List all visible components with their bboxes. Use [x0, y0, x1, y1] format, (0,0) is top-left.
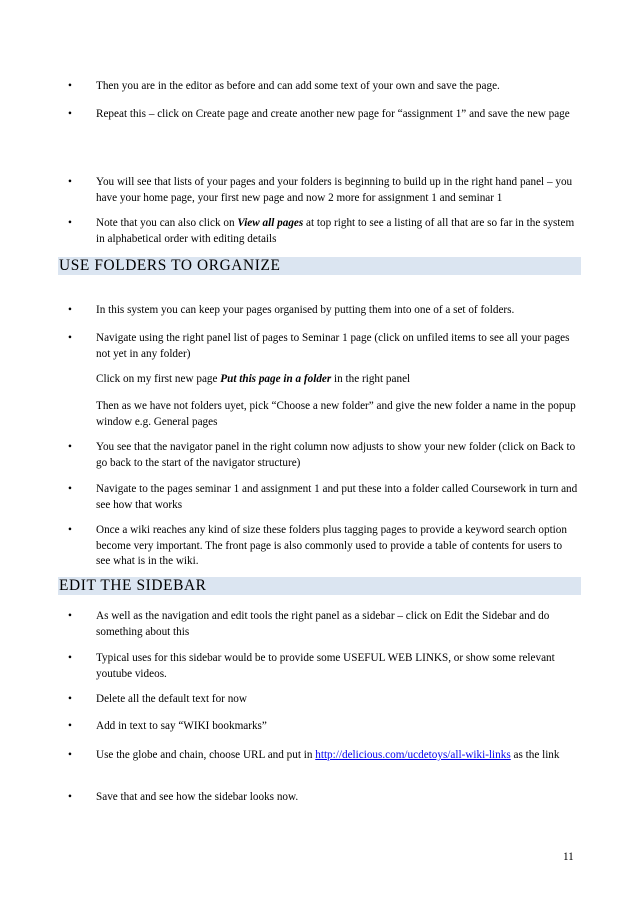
list-item — [68, 175, 578, 206]
list-item — [68, 303, 578, 319]
list-item-text: Typical uses for this sidebar would be to provide some USEFUL WEB LINKS, or show some relevant youtube videos. — [96, 652, 555, 680]
text-run: at top right to see a listing of all that are so far in the system in alphabetical order with editing details — [96, 217, 575, 245]
list-item-text — [96, 216, 578, 247]
bullet-icon: • — [68, 304, 72, 316]
list-item-text: Add in text to say “WIKI bookmarks” — [96, 720, 267, 732]
bullet-icon: • — [68, 693, 72, 705]
list-item — [68, 790, 578, 806]
view-all-pages-emphasis: View all pages — [237, 217, 304, 229]
bullet-icon: • — [68, 80, 72, 92]
bullet-icon: • — [68, 483, 72, 495]
indented-paragraph: Then as we have not folders uyet, pick “Choose a new folder” and give the new folder a name in the popup window e.g. General pages — [96, 400, 576, 428]
list-item — [68, 482, 578, 513]
text-run: Use the globe and chain, choose URL and put in — [96, 749, 316, 761]
list-item-text: As well as the navigation and edit tools the right panel as a sidebar – click on Edit the Sidebar and do something about this — [96, 610, 550, 638]
list-item — [68, 107, 578, 123]
list-item-text: Repeat this – click on Create page and create another new page for “assignment 1” and save the new page — [96, 108, 570, 120]
bullet-icon: • — [68, 108, 72, 120]
list-item — [68, 692, 578, 708]
bullet-icon: • — [68, 749, 72, 761]
list-item-text — [96, 748, 578, 764]
section-heading-folders: USE FOLDERS TO ORGANIZE — [58, 257, 581, 275]
indented-paragraph — [96, 372, 578, 388]
list-item-text: Then you are in the editor as before and can add some text of your own and save the page. — [96, 80, 500, 92]
page-number: 11 — [563, 851, 574, 863]
put-in-folder-emphasis: Put this page in a folder — [220, 373, 332, 385]
list-item — [68, 331, 578, 362]
bullet-icon: • — [68, 217, 72, 229]
list-item-text: Navigate to the pages seminar 1 and assignment 1 and put these into a folder called Coursework in turn and see how that works — [96, 483, 578, 511]
bullet-icon: • — [68, 176, 72, 188]
text-run: Note that you can also click on — [96, 217, 238, 229]
text-run: Click on my first new page — [96, 373, 221, 385]
bullet-icon: • — [68, 791, 72, 803]
bullet-icon: • — [68, 652, 72, 664]
list-item-text: Once a wiki reaches any kind of size these folders plus tagging pages to provide a keyword search option become very important. The front page is also commonly used to provide a table of contents for users to see what is in the wiki. — [96, 524, 567, 568]
list-item — [68, 216, 578, 247]
list-item-text: You will see that lists of your pages and your folders is beginning to build up in the right hand panel – you have your home page, your first new page and now 2 more for assignment 1 and seminar 1 — [96, 176, 573, 204]
section-heading-sidebar: EDIT THE SIDEBAR — [58, 577, 581, 595]
list-item-text: Navigate using the right panel list of pages to Seminar 1 page (click on unfiled items to see all your pages not yet in any folder) — [96, 332, 570, 360]
bullet-icon: • — [68, 524, 72, 536]
list-item-text: Save that and see how the sidebar looks now. — [96, 791, 299, 803]
bullet-icon: • — [68, 720, 72, 732]
list-item — [68, 440, 578, 471]
list-item — [68, 651, 578, 682]
delicious-bookmarks-link[interactable]: http://delicious.com/ucdetoys/all-wiki-links — [315, 749, 511, 761]
text-run: as the link — [510, 749, 560, 761]
list-item-text: Delete all the default text for now — [96, 693, 247, 705]
bullet-icon: • — [68, 441, 72, 453]
list-item — [68, 748, 578, 764]
list-item — [68, 719, 578, 735]
text-run: in the right panel — [331, 373, 411, 385]
list-item-text: In this system you can keep your pages organised by putting them into one of a set of folders. — [96, 304, 515, 316]
list-item — [68, 79, 578, 95]
bullet-icon: • — [68, 610, 72, 622]
bullet-icon: • — [68, 332, 72, 344]
list-item — [68, 609, 578, 640]
list-item — [68, 523, 578, 570]
list-item-text: You see that the navigator panel in the right column now adjusts to show your new folder (click on Back to go back to the start of the navigator structure) — [96, 441, 576, 469]
